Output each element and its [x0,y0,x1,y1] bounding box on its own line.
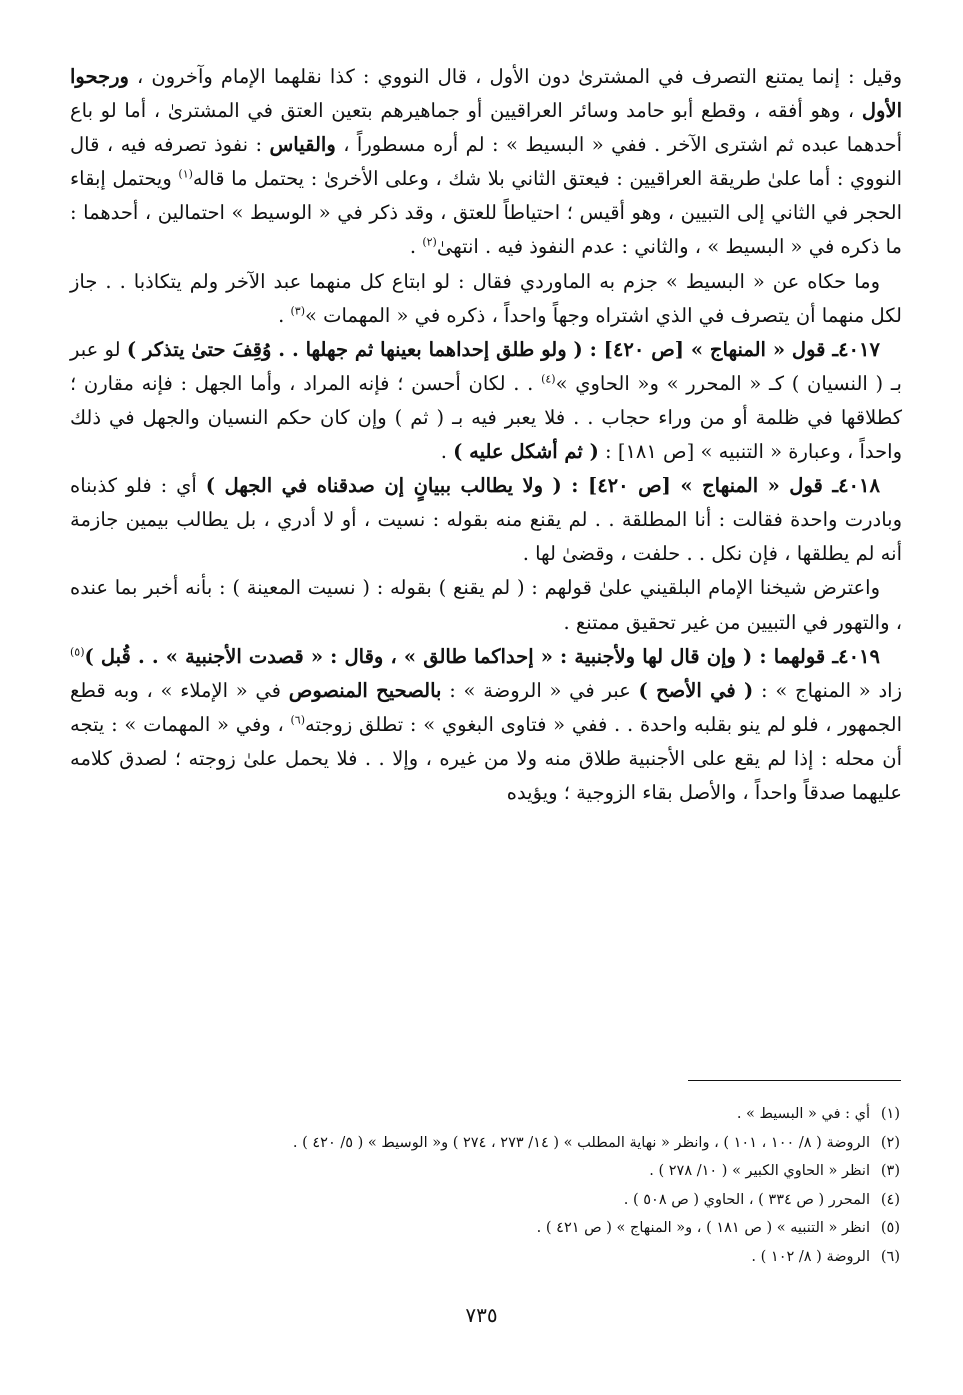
text-run: . [440,440,454,464]
footnote-ref: (٣) [290,304,305,318]
quoted-text: ( في الأصح ) [638,678,754,702]
entry-4017 [70,333,902,469]
page-number: ٧٣٥ [465,1303,498,1327]
footnote-4 [150,1186,900,1215]
bold-term: ورجحوا الأول [70,65,902,123]
paragraph-2 [70,265,902,333]
footnote-number: (٥) [880,1220,900,1236]
main-text [70,60,902,810]
footnote-number: (٣) [880,1163,900,1179]
footnote-2 [150,1129,900,1158]
text-run: زاد « المنهاج » : [753,678,902,702]
footnote-number: (٢) [880,1134,900,1151]
footnote-ref: (٤) [541,372,556,386]
footnote-text: الروضة ( ٨/ ١٠٠ ، ١٠١ ) ، وانظر « نهاية المطلب » ( ١٤/ ٢٧٣ ، ٢٧٤ ) و« الوسيط » ( ٥/ ٤٢٠ ) . [292,1134,870,1151]
footnote-text: الروضة ( ٨/ ١٠٢ ) . [751,1248,870,1265]
bold-term: بالصحيح المنصوص [288,678,442,702]
text-run: أي : فلو كذبناه وبادرت واحدة فقالت : أنا المطلقة . . لم يقنع منه بقوله : نسيت ، أو لا أدري ، بل يطالب بيمين جازمة أنه لم يطلقها ، فإن نكل . . حلفت ، وقضىٰ لها . [70,474,902,566]
footnote-number: (٦) [880,1248,900,1265]
text-run: وما حكاه عن « البسيط » جزم به الماوردي فقال : لو ابتاع كل منهما عبد الآخر ولم يتكاذبا . . جاز لكل منهما أن يتصرف في الذي اشتراه وجهاً واحداً ، ذكره في « المهمات » [70,269,902,327]
footnote-6 [150,1243,900,1272]
quoted-text: ( ولا يطالب ببيانٍ إن صدقناه في الجهل ) [205,474,562,498]
text-run: عبر في « الروضة » : [441,678,639,702]
quoted-text: ( ولو طلق إحداهما بعينها ثم جهلها . . وُقِفَ حتىٰ يتذكر ) [126,337,583,361]
entry-4019 [70,640,902,810]
entry-4018 [70,469,902,571]
entry-heading: ٤٠١٩ـ قولهما : [752,644,880,668]
footnote-ref: (١) [178,167,193,181]
text-run: وقيل : إنما يمتنع التصرف في المشترىٰ دون الأول ، قال النووي : كذا نقلهما الإمام وآخرون ، [137,65,902,88]
footnote-text: المحرر ( ص ٣٣٤ ) ، الحاوي ( ص ٥٠٨ ) . [623,1191,870,1208]
footnote-1 [150,1100,900,1129]
entry-heading: ٤٠١٧ـ قول « المنهاج » [ص ٤٢٠] : [582,337,880,361]
footnote-ref: (٢) [422,235,437,249]
quoted-text: ( وإن قال لها ولأجنبية : « إحداكما طالق » ، وقال : « قصدت الأجنبية » . . قُبل ) [84,644,753,668]
text-run: لو عبر بـ ( النسيان ) كـ « المحرر » و« الحاوي » [70,337,902,395]
text-run: في « الإملاء » ، وبه قطع الجمهور ، فلو لم ينو بقلبه واحدة . . ففي « فتاوى البغوي » : تطلق زوجته [70,678,902,736]
footnote-ref: (٦) [290,713,306,727]
text-run: . [278,303,291,327]
footnote-number: (١) [880,1106,900,1122]
footnotes [150,1100,900,1271]
text-run: . [409,235,423,259]
text-run: ، وهو أفقه ، وقطع أبو حامد وسائر العراقيين أو جماهيرهم بتعين العتق في المشترىٰ ، أما لو باع أحدهما عبده ثم اشترى الآخر . ففي « البسيط » : لم أره مسطوراً ، [70,99,902,157]
footnote-text: انظر « التنبيه » ( ص ١٨١ ) ، و« المنهاج » ( ص ٤٢١ ) . [536,1220,870,1236]
footnote-text: أي : في « البسيط » . [736,1106,870,1122]
footnote-separator [688,1080,901,1081]
footnote-text: انظر « الحاوي الكبير » ( ١٠/ ٢٧٨ ) . [649,1163,870,1179]
quoted-text: ( ثم أشكل عليه ) [453,440,599,464]
text-run: . . لكان أحسن ؛ فإنه المراد ، وأما الجهل : فإنه مقارن ؛ كطلاقها في ظلمة أو من وراء حجاب . . فلا يعبر فيه بـ ( ثم ) وإن كان حكم النسيان والجهل في ذلك واحداً ، وعبارة « التنبيه » [ص ١٨١] : [70,371,902,464]
text-run: واعترض شيخنا الإمام البلقيني علىٰ قولهم : ( لم يقنع ) بقوله : ( نسيت المعينة ) : بأنه أخبر بما عنده ، والتهور في التبيين من غير تحقيق ممتنع . [70,576,902,634]
footnote-3 [150,1157,900,1186]
bold-term: والقياس [269,133,336,157]
paragraph-1 [70,60,902,265]
footnote-number: (٤) [880,1191,900,1208]
footnote-5 [150,1214,900,1243]
footnote-ref: (٥) [70,645,85,659]
text-run: ، وفي « المهمات » : يتجه أن محله : إذا لم يقع على الأجنبية طلاق منه ولا من غيره ، وإلا . . فلا يحمل علىٰ زوجته ؛ لصدق كلامه عليهما صدقاً واحداً ، والأصل بقاء الزوجية ؛ ويؤيده [70,712,902,804]
text-run: ويحتمل إبقاء الحجر في الثاني إلى التبيين ، وهو أقيس ؛ احتياطاً للعتق ، وقد ذكر في « الوسيط » احتمالين ، أحدهما : ما ذكره في « البسيط » ، والثاني : عدم النفوذ فيه . انتهىٰ [70,167,902,259]
entry-heading: ٤٠١٨ـ قول « المنهاج » [ص ٤٢٠] : [561,474,880,498]
text-run: : نفوذ تصرفه فيه ، قال النووي : أما علىٰ طريقة العراقيين : فيعتق الثاني بلا شك ، وعلى الأخرىٰ : يحتمل ما قاله [70,133,903,191]
paragraph-objection [70,571,902,639]
